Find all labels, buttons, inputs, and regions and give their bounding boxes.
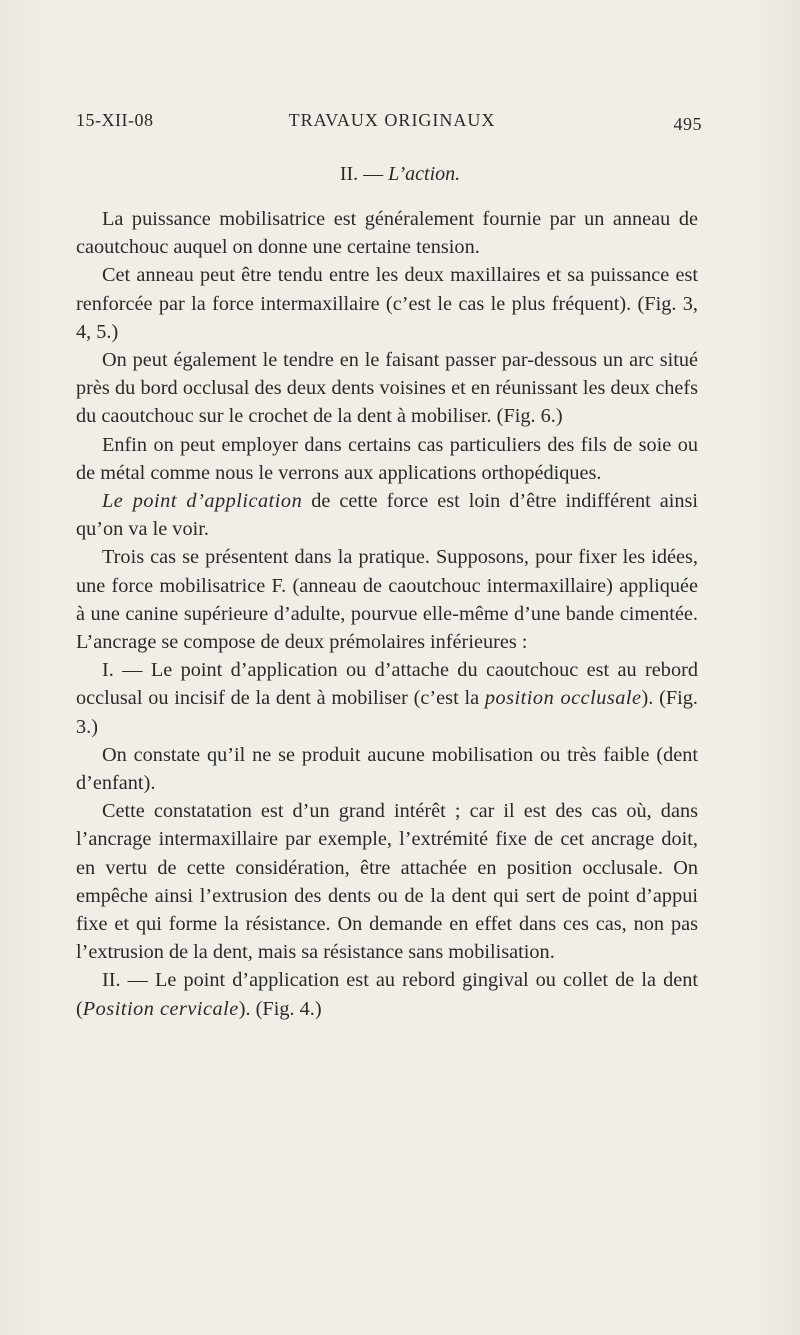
header-running-title: TRAVAUX ORIGINAUX bbox=[288, 110, 496, 130]
paragraph: On peut également le tendre en le faisant passer par-dessous un arc situé près du bord occlusal des deux dents voisines et en réunissant les deux chefs du caoutchouc sur le crochet de la dent à mobiliser. (Fig. 6.) bbox=[76, 349, 698, 428]
section-title: L’action. bbox=[388, 163, 461, 185]
paragraph: Enfin on peut employer dans certains cas particuliers des fils de soie ou de métal comme nous le verrons aux applications orthopédiques. bbox=[76, 433, 698, 484]
italic-term: Le point d’application bbox=[102, 490, 303, 513]
header-date: 15-XII-08 bbox=[76, 110, 154, 130]
paragraph: La puissance mobilisatrice est généralement fournie par un anneau de caoutchouc auquel on donne une certaine tension. bbox=[76, 208, 698, 259]
paragraph bbox=[76, 487, 698, 543]
italic-term: position occlusale bbox=[484, 687, 642, 710]
paragraph: Cet anneau peut être tendu entre les deux maxillaires et sa puissance est renforcée par la force intermaxillaire (c’est le cas le plus fréquent). (Fig. 3, 4, 5.) bbox=[76, 264, 698, 343]
paragraph-text: ). (Fig. 3.) bbox=[76, 687, 698, 738]
paragraph-text: de cette force est loin d’être indifférent ainsi qu’on va le voir. bbox=[76, 490, 698, 541]
paragraph bbox=[76, 966, 698, 1022]
paragraph: On constate qu’il ne se produit aucune mobilisation ou très faible (dent d’enfant). bbox=[76, 743, 698, 795]
section-number: II. — bbox=[339, 163, 384, 185]
italic-term: Position cervicale bbox=[82, 997, 239, 1020]
paragraph bbox=[76, 656, 698, 741]
section-heading bbox=[0, 163, 800, 186]
page-number: 495 bbox=[673, 114, 702, 134]
paragraph: Trois cas se présentent dans la pratique. Supposons, pour fixer les idées, une force mobilisatrice F. (anneau de caoutchouc intermaxillaire) appliquée à une canine supérieure d’adulte, pourvue elle-même d’une bande cimentée. L’ancrage se compose de deux prémolaires inférieures : bbox=[76, 546, 698, 654]
body-text bbox=[76, 205, 698, 1023]
running-header bbox=[76, 110, 708, 140]
paragraph-text: II. — Le point d’application est au rebord gingival ou collet de la dent ( bbox=[76, 969, 698, 1020]
paragraph-text: I. — Le point d’application ou d’attache du caoutchouc est au rebord occlusal ou incisif de la dent à mobiliser (c’est la bbox=[76, 659, 698, 710]
paragraph-text: ). (Fig. 4.) bbox=[238, 997, 322, 1020]
paragraph: Cette constatation est d’un grand intérêt ; car il est des cas où, dans l’ancrage intermaxillaire par exemple, l’extrémité fixe de cet ancrage doit, en vertu de cette considération, être attachée en position occlusale. On empêche ainsi l’extrusion des dents ou de la dent qui sert de point d’appui fixe et qui forme la résistance. On demande en effet dans ces cas, non pas l’extrusion de la dent, mais sa résistance sans mobilisation. bbox=[76, 800, 698, 964]
